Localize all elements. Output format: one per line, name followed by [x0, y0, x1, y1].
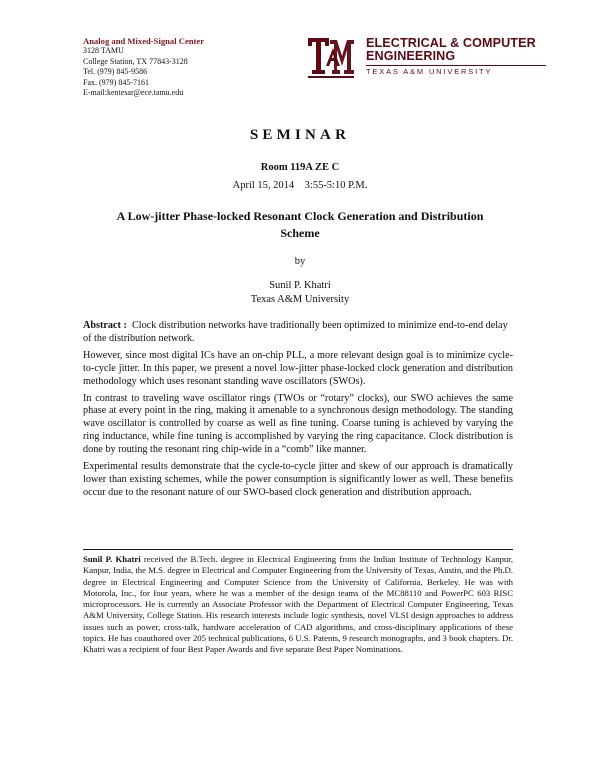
contact-block	[83, 36, 283, 98]
date-time: April 15, 2014 3:55-5:10 P.M.	[232, 180, 368, 191]
speaker-bio	[83, 554, 513, 656]
section-divider	[83, 549, 513, 550]
address-line-2: College Station, TX 77843-3128	[83, 56, 188, 66]
bio-name: Sunil P. Khatri	[83, 554, 141, 564]
abstract-label: Abstract :	[83, 320, 127, 331]
abstract-paragraph-4: Experimental results demonstrate that the cycle-to-cycle jitter and skew of our approach is dramatically lower than existing schemes, while the power consumption is significantly lower as well. These benefits occur due to the resonant nature of our SWO-based clock generation and distribution approach.	[83, 461, 513, 498]
brand-line-2: ENGINEERING	[366, 49, 456, 63]
by-label: by	[294, 256, 306, 267]
telephone: Tel. (979) 845-9586	[83, 67, 148, 77]
address-line-1: 3128 TAMU	[83, 46, 124, 56]
fax: Fax. (979) 845-7161	[83, 77, 149, 87]
speaker-block	[0, 279, 600, 307]
tamu-logo	[306, 36, 356, 80]
brand-line-1: ELECTRICAL & COMPUTER	[366, 36, 536, 50]
speaker-name: Sunil P. Khatri	[269, 280, 331, 291]
room: Room 119A ZE C	[260, 162, 340, 173]
speaker-affiliation: Texas A&M University	[250, 294, 350, 305]
university-name: TEXAS A&M UNIVERSITY	[366, 67, 493, 76]
email: E-mail:kentesar@ece.tamu.edu	[83, 88, 184, 98]
abstract-paragraph-3: In contrast to traveling wave oscillator rings (TWOs or “rotary” clocks), our SWO achieves the same phase at every point in the ring, making it amenable to a synchronous design methodology. The standing wave oscillator is controlled by coarse as well as fine tuning. Coarse tuning is achieved by varying the ring inductance, while fine tuning is accomplished by varying the ring capacitance. Clock distribution is done by routing the resonant ring chip-wide in a “comb” like manner.	[83, 392, 513, 456]
seminar-heading: SEMINAR	[249, 127, 351, 143]
talk-title: A Low-jitter Phase-locked Resonant Clock Generation and Distribution Scheme	[116, 209, 484, 240]
department-brand	[306, 36, 546, 82]
brand-divider	[366, 65, 546, 66]
abstract-p1-text: Clock distribution networks have traditionally been optimized to minimize end-to-end delay of the distribution network.	[83, 320, 508, 344]
bio-text: received the B.Tech. degree in Electrical Engineering from the Indian Institute of Technology Kanpur, Kanpur, India, the M.S. degree in Electrical and Computer Engineering from the University of Texas, Austin, and the Ph.D. degree in Electrical Engineering and Computer Science from the University of California, Berkeley. He was with Motorola, Inc., for four years, where he was a member of the design teams of the MC88110 and PowerPC 603 RISC microprocessors. He is currently an Associate Professor with the Department of Electrical Computer Engineering, Texas A&M University, College Station. His research interests include logic synthesis, novel VLSI design approaches to address issues such as power, cross-talk, hardware acceleration of CAD algorithms, and cross-disciplinary applications of these topics. He has coauthored over 205 technical publications, 6 U.S. Patents, 9 research monographs, and 3 book chapters. Dr. Khatri was a recipient of four Best Paper Awards and five separate Best Paper Nominations.	[83, 554, 513, 655]
abstract	[83, 320, 513, 504]
abstract-paragraph-2: However, since most digital ICs have an on-chip PLL, a more relevant design goal is to minimize cycle-to-cycle jitter. In this paper, we present a novel low-jitter phase-locked clock generation and distribution methodology which uses resonant standing wave oscillators (SWOs).	[83, 349, 513, 387]
center-name: Analog and Mixed-Signal Center	[83, 36, 205, 46]
abstract-paragraph-1	[83, 320, 513, 346]
